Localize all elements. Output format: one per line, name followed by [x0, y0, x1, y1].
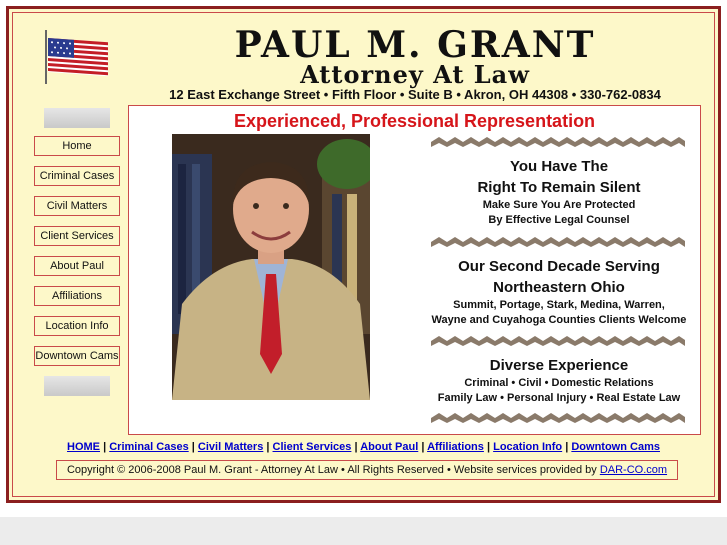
block2-line1: Our Second Decade Serving [458, 258, 660, 275]
block1-line2: Right To Remain Silent [477, 179, 641, 196]
main-content [128, 105, 701, 435]
block1-line1: You Have The [509, 158, 609, 175]
nav-home-button[interactable]: Home [34, 136, 120, 156]
copyright-bar [56, 460, 678, 480]
footer-link-home[interactable]: HOME [67, 441, 101, 453]
darco-link[interactable]: DAR-CO.com [599, 464, 668, 476]
nav-criminal-cases-button[interactable]: Criminal Cases [34, 166, 120, 186]
nav-client-services-button[interactable]: Client Services [34, 226, 120, 246]
site-title: PAUL M. GRANT [234, 24, 596, 66]
block3-sub1: Criminal • Civil • Domestic Relations [464, 377, 654, 389]
footer-nav: HOME | Criminal Cases | Civil Matters | Client Services | About Paul | Affiliations | Location Info | Downtown Cams [67, 441, 660, 453]
decorative-wave-divider [431, 335, 685, 347]
footer-link-client-services[interactable]: Client Services [272, 441, 352, 453]
attorney-portrait-image [172, 134, 370, 400]
block2-sub1: Summit, Portage, Stark, Medina, Warren, [453, 299, 665, 311]
site-subtitle: Attorney At Law [300, 60, 530, 89]
copyright-text: Copyright © 2006-2008 Paul M. Grant - Attorney At Law • All Rights Reserved • Website services provided by [66, 464, 600, 476]
nav-decoration-bottom [44, 376, 110, 396]
footer-link-affiliations[interactable]: Affiliations [427, 441, 484, 453]
footer-link-downtown-cams[interactable]: Downtown Cams [571, 441, 660, 453]
footer-link-about-paul[interactable]: About Paul [360, 441, 419, 453]
nav-affiliations-button[interactable]: Affiliations [34, 286, 120, 306]
footer-link-location-info[interactable]: Location Info [493, 441, 563, 453]
decorative-wave-divider [431, 236, 685, 248]
diverse-experience-block [423, 355, 695, 406]
second-decade-block [423, 256, 695, 328]
nav-downtown-cams-button[interactable]: Downtown Cams [34, 346, 120, 366]
decorative-wave-divider [431, 136, 685, 148]
address-line: 12 East Exchange Street • Fifth Floor • Suite B • Akron, OH 44308 • 330-762-0834 [169, 87, 661, 102]
american-flag-icon [40, 28, 112, 86]
footer-link-civil-matters[interactable]: Civil Matters [197, 441, 264, 453]
main-headline: Experienced, Professional Representation [233, 111, 596, 131]
nav-decoration-top [44, 108, 110, 128]
block2-line2: Northeastern Ohio [493, 279, 625, 296]
block3-sub2: Family Law • Personal Injury • Real Estate Law [437, 392, 681, 404]
block2-sub2: Wayne and Cuyahoga Counties Clients Welcome [431, 314, 687, 326]
decorative-wave-divider [431, 412, 685, 424]
block1-sub2: By Effective Legal Counsel [488, 214, 630, 226]
block1-sub1: Make Sure You Are Protected [482, 199, 636, 211]
sidebar-nav [32, 108, 122, 396]
nav-civil-matters-button[interactable]: Civil Matters [34, 196, 120, 216]
nav-location-info-button[interactable]: Location Info [34, 316, 120, 336]
right-to-silent-block [423, 156, 695, 228]
nav-about-paul-button[interactable]: About Paul [34, 256, 120, 276]
footer-link-criminal-cases[interactable]: Criminal Cases [109, 441, 189, 453]
block3-line1: Diverse Experience [489, 357, 629, 374]
